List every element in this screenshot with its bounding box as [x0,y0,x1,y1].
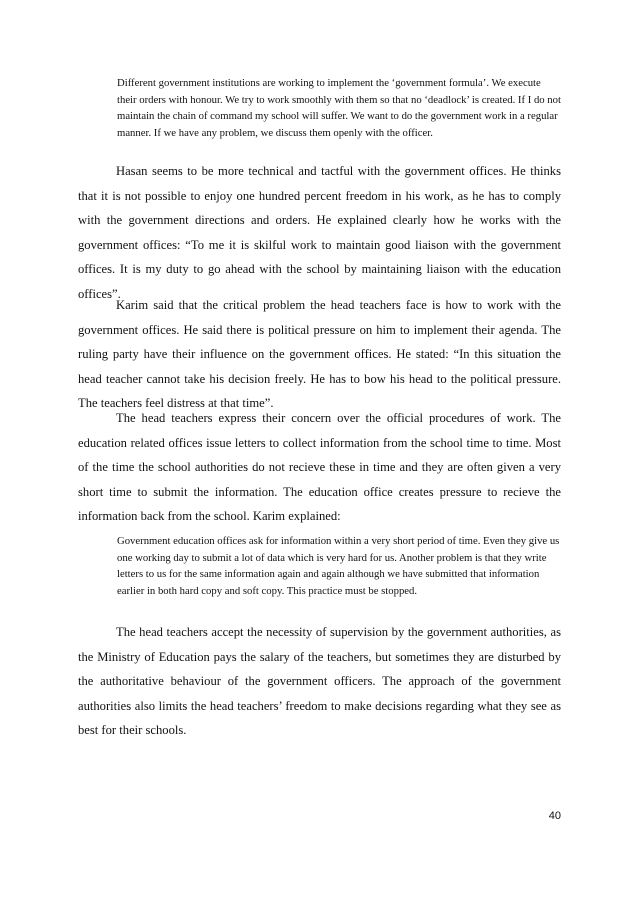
paragraph-hasan: Hasan seems to be more technical and tactful with the government offices. He thinks that it is not possible to enjoy one hundred percent freedom in his work, as he has to comply with the government directions and orders. He explained clearly how he works with the government offices: “To me it is skilful work to maintain good liaison with the government offices. It is my duty to go ahead with the school by maintaining liaison with the education offices”. [78,164,561,301]
blockquote-information-requests: Government education offices ask for information within a very short period of time. Even they give us one working day to submit a lot of data which is very hard for us. Another problem is that they write letters to us for the same information again and again although we have submitted that information earlier in both hard copy and soft copy. This practice must be stopped. [117,535,560,597]
blockquote-government-formula: Different government institutions are working to implement the ‘government formula’. We execute their orders with honour. We try to work smoothly with them so that no ‘deadlock’ is created. If I do not maintain the chain of command my school will suffer. We want to do the government work in a regular manner. If we have any problem, we discuss them openly with the officer. [117,77,561,139]
paragraph-official-procedures: The head teachers express their concern over the official procedures of work. The education related offices issue letters to collect information from the school time to time. Most of the time the school authorities do not recieve these in time and they are often given a very short time to submit the information. The education office creates pressure to recieve the information back from the school. Karim explained: [78,411,561,524]
page-number: 40 [548,810,561,822]
paragraph-karim-political-pressure: Karim said that the critical problem the head teachers face is how to work with the government offices. He said there is political pressure on him to implement their agenda. The ruling party have their influence on the government offices. He stated: “In this situation the head teacher cannot take his decision freely. He has to bow his head to the political pressure. The teachers feel distress at that time”. [78,298,561,411]
paragraph-supervision: The head teachers accept the necessity of supervision by the government authorities, as the Ministry of Education pays the salary of the teachers, but sometimes they are disturbed by the authoritative behaviour of the government officers. The approach of the government authorities also limits the head teachers’ freedom to make decisions regarding what they see as best for their schools. [78,625,561,738]
